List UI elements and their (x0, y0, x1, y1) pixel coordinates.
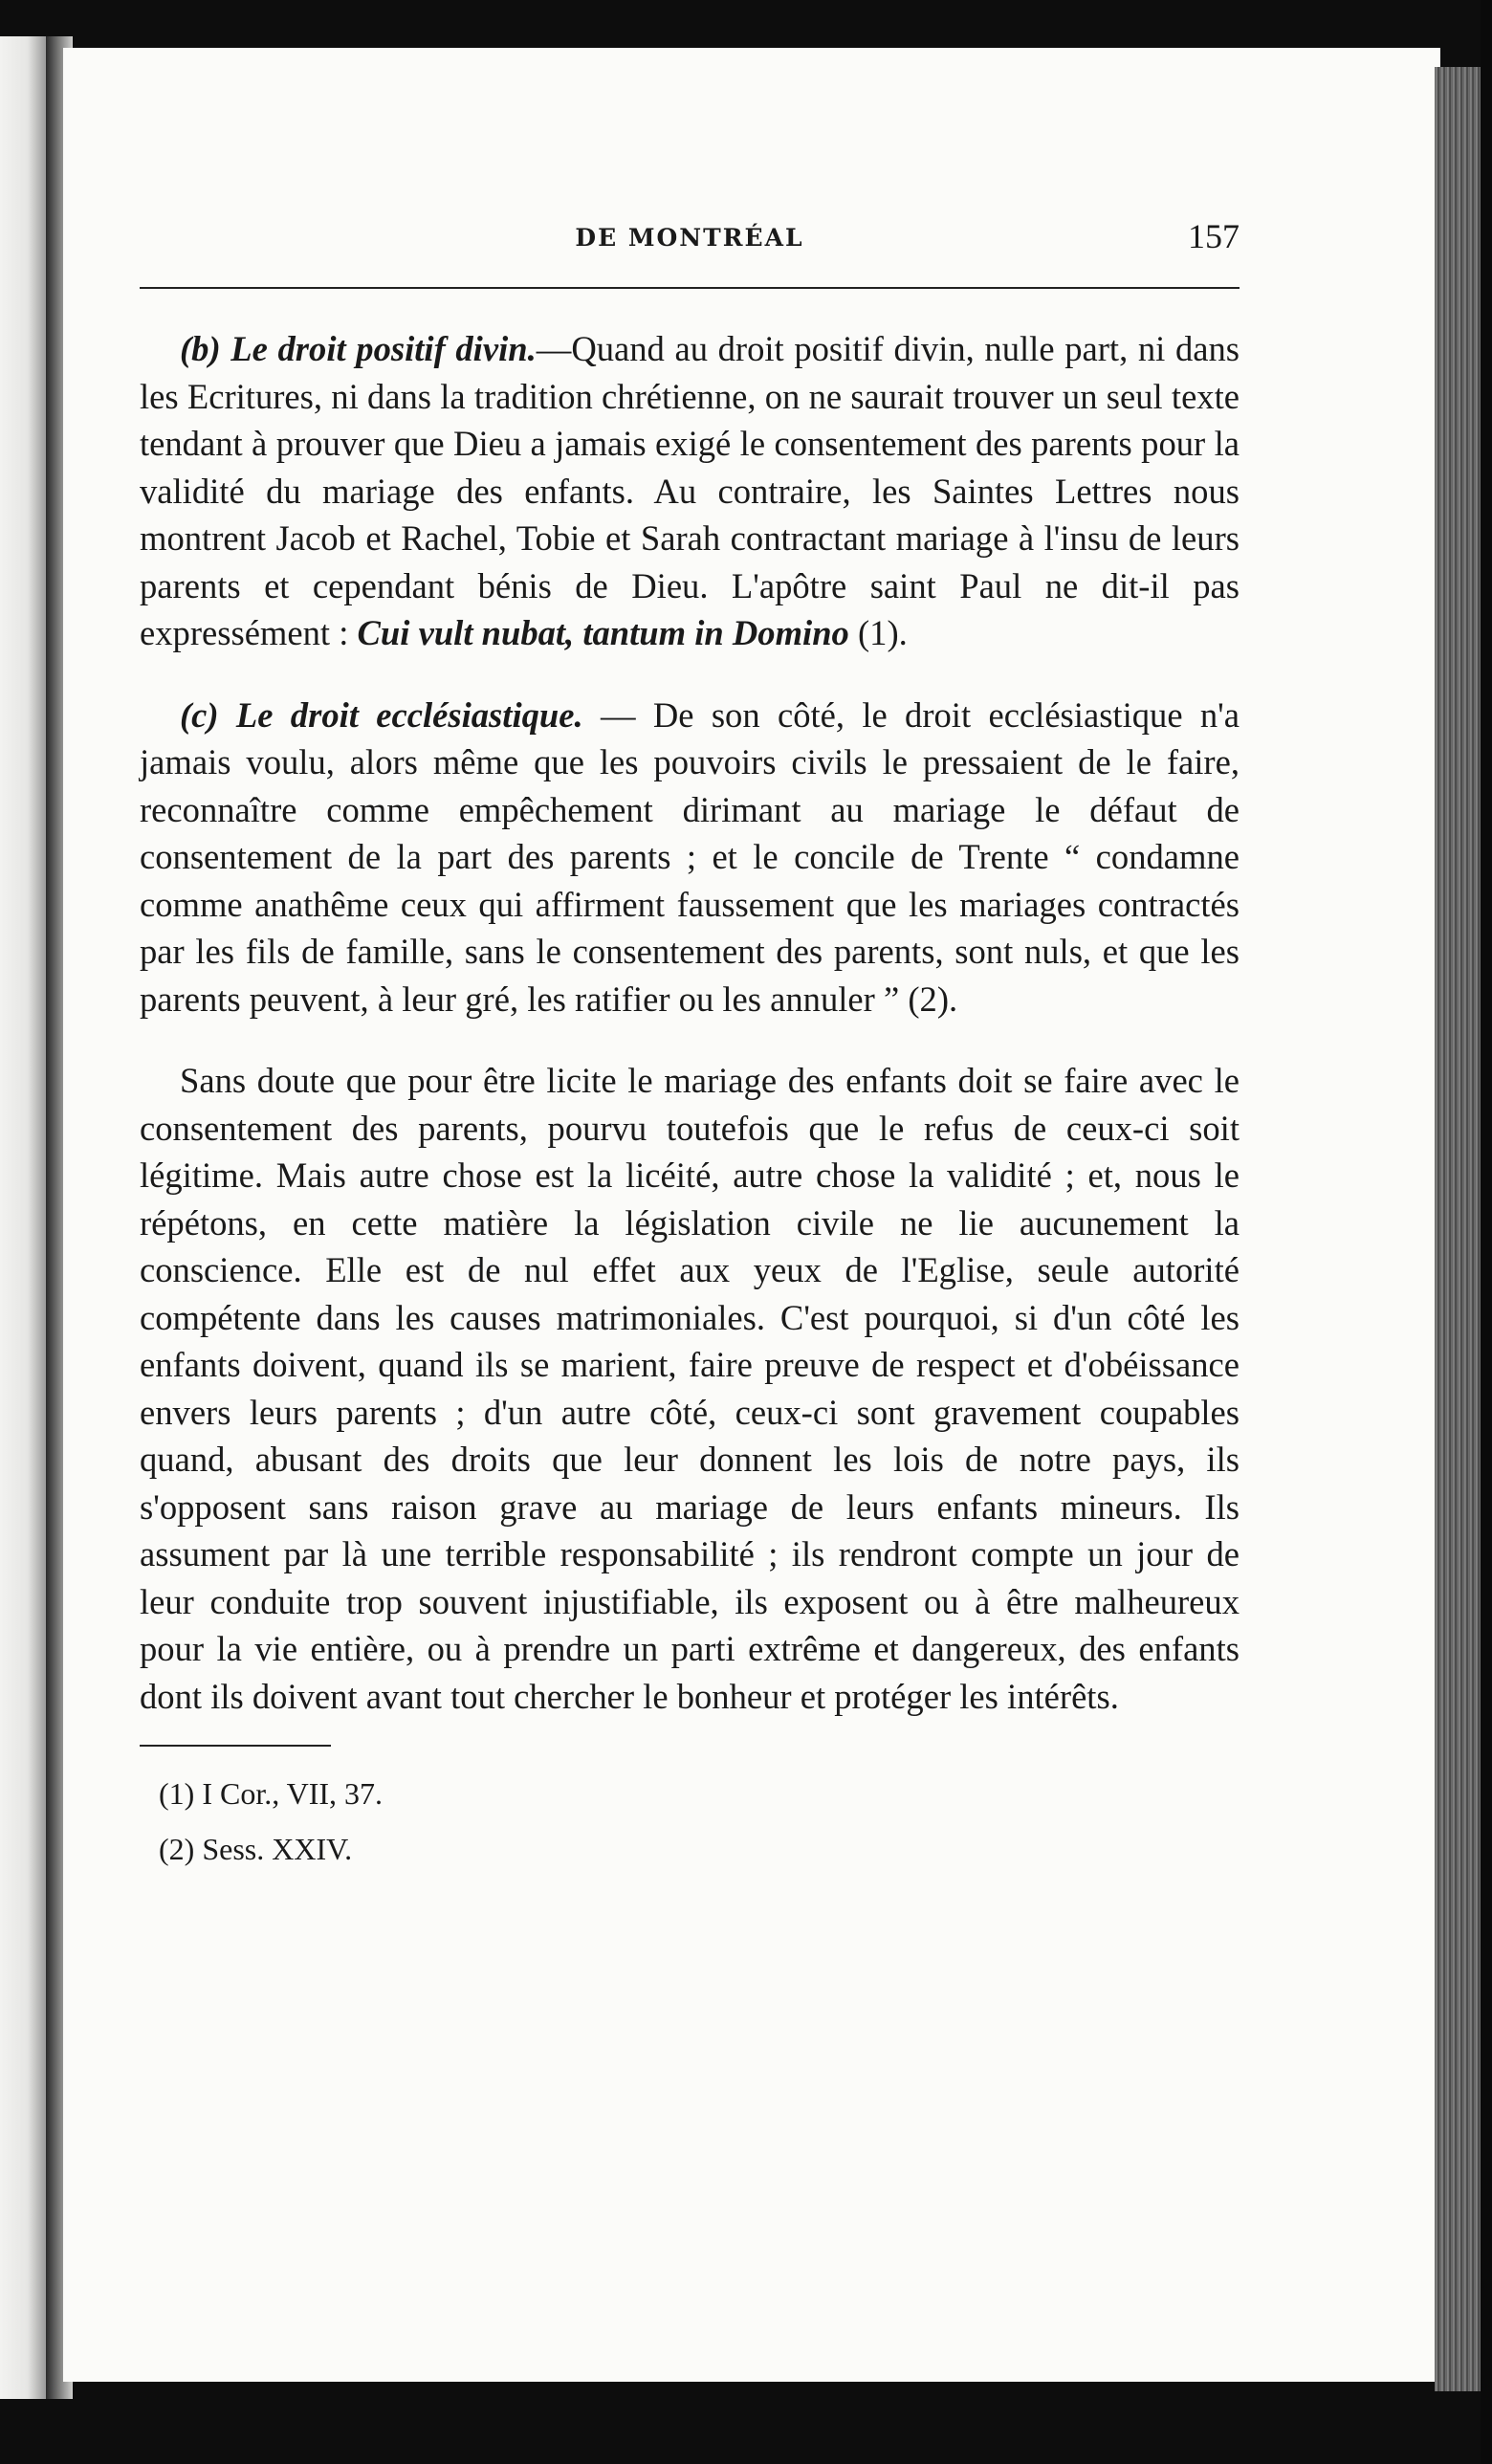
paragraph-text: — De son côté, le droit ecclésiastique n'a jamais voulu, alors même que les pouvoirs civils le pressaient de le faire, reconnaître comme empêchement dirimant au mariage le défaut de consentement de la part des parents ; et le concile de Trente “ condamne comme anathême ceux qui affirment faussement que les mariages contractés par les fils de famille, sans le consentement des parents, sont nuls, et que les parents peuvent, à leur gré, les ratifier ou les annuler ” (2). (140, 694, 1240, 1019)
paragraph-conclusion: Sans doute que pour être licite le mariage des enfants doit se faire avec le consentement des parents, pourvu toutefois que le refus de ceux-ci soit légitime. Mais autre chose est la licéité, autre chose la validité ; et, nous le répétons, en cette matière la législation civile ne lie aucunement la conscience. Elle est de nul effet aux yeux de l'Eglise, seule autorité compétente dans les causes matrimoniales. C'est pourquoi, si d'un côté les enfants doivent, quand ils se marient, faire preuve de respect et d'obéissance envers leurs parents ; d'un autre côté, ceux-ci sont gravement coupables quand, abusant des droits que leur donnent les lois de notre pays, ils s'opposent sans raison grave au mariage de leurs enfants mineurs. Ils assument par là une terrible responsabilité ; ils rendront compte un jour de leur conduite trop souvent injustifiable, ils exposent ou à être malheureux pour la vie entière, ou à prendre un parti extrême et dangereux, des enfants dont ils doivent avant tout chercher le bonheur et protéger les intérêts. (140, 1061, 1240, 1716)
paragraph-text: —Quand au droit positif divin, nulle part, ni dans les Ecritures, ni dans la tradition chrétienne, on ne saurait trouver un seul texte tendant à prouver que Dieu a jamais exigé le consentement des parents pour la validité du mariage des enfants. Au contraire, les Saintes Lettres nous montrent Jacob et Rachel, Tobie et Sarah contractant mariage à l'insu de leurs parents et cependant bénis de Dieu. L'apôtre saint Paul ne dit-il pas expressément : (140, 329, 1240, 652)
page-number: 157 (1188, 217, 1240, 255)
paragraph-droit-ecclesiastique (140, 692, 1240, 1023)
latin-quote: Cui vult nubat, tantum in Domino (357, 613, 849, 652)
page-content (140, 210, 1240, 1877)
paragraph-lead: (b) Le droit positif divin. (180, 329, 537, 368)
footnote-2: (2) Sess. XXIV. (159, 1832, 353, 1866)
footnote-rule (140, 1745, 331, 1747)
paragraph-droit-positif-divin (140, 325, 1240, 657)
running-head (140, 210, 1240, 277)
header-rule (140, 287, 1240, 289)
paragraph-lead: (c) Le droit ecclésiastique. (180, 694, 583, 735)
running-title: DE MONTRÉAL (575, 224, 804, 252)
footnote-ref: (1). (848, 613, 908, 652)
page-stack-edge (1435, 67, 1481, 2391)
footnote-1: (1) I Cor., VII, 37. (159, 1776, 384, 1811)
facing-page-edge (0, 36, 46, 2399)
scan-border (1481, 0, 1492, 2464)
